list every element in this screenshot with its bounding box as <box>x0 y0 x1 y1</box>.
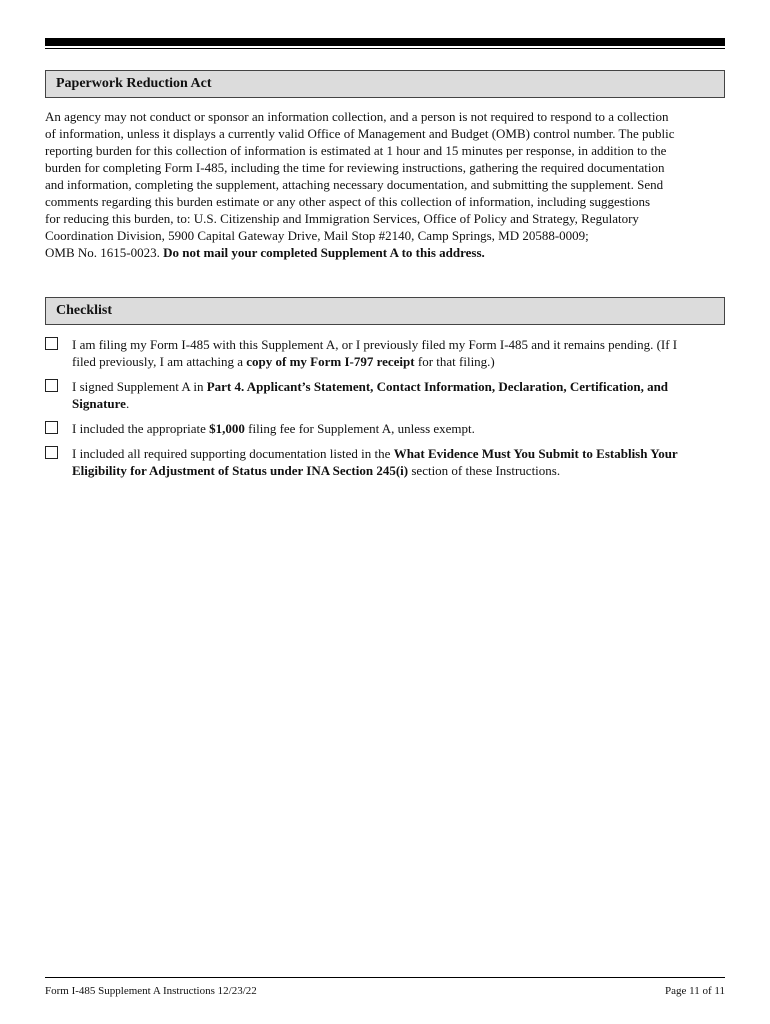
paragraph-line: Coordination Division, 5900 Capital Gateway Drive, Mail Stop #2140, Camp Springs, MD 20588-0009; <box>45 228 589 243</box>
item-bold-text: Part 4. Applicant’s Statement, Contact Information, Declaration, Certification, and <box>206 379 669 394</box>
paragraph-line: of information, unless it displays a currently valid Office of Management and Budget (OMB) control number. The public <box>45 126 675 141</box>
checklist-checkbox-signed[interactable] <box>45 379 58 392</box>
paragraph-line: for reducing this burden, to: U.S. Citizenship and Immigration Services, Office of Policy and Strategy, Regulatory <box>45 211 639 226</box>
item-line: I am filing my Form I-485 with this Supplement A, or I previously filed my Form I-485 and it remains pending. (If I <box>72 337 678 352</box>
item-text: filing fee for Supplement A, unless exempt. <box>244 421 475 436</box>
item-text: I included the appropriate <box>72 421 210 436</box>
top-thin-rule <box>45 48 725 49</box>
item-line <box>72 445 732 462</box>
paperwork-reduction-act-header: Paperwork Reduction Act <box>45 70 725 98</box>
item-line <box>72 420 732 437</box>
paragraph-line: reporting burden for this collection of information is estimated at 1 hour and 15 minutes per response, in addition to the <box>45 143 667 158</box>
paragraph-line: and information, completing the supplement, attaching necessary documentation, and submitting the supplement. Send <box>45 177 664 192</box>
paragraph-line: comments regarding this burden estimate or any other aspect of this collection of information, including suggestions <box>45 194 651 209</box>
checklist-item-text <box>72 378 732 412</box>
paragraph-line: burden for completing Form I-485, including the time for reviewing instructions, gathering the required documentation <box>45 160 665 175</box>
item-text: section of these Instructions. <box>408 463 561 478</box>
top-thick-rule <box>45 38 725 46</box>
checklist-checkbox-fee[interactable] <box>45 421 58 434</box>
item-line <box>72 378 732 395</box>
item-line <box>72 462 732 479</box>
checklist-item-text <box>72 336 732 370</box>
do-not-mail-notice: Do not mail your completed Supplement A to this address. <box>163 245 485 260</box>
item-text: I signed Supplement A in <box>72 379 207 394</box>
item-bold-text: $1,000 <box>209 421 245 436</box>
item-text: for that filing.) <box>414 354 495 369</box>
paperwork-paragraph <box>45 108 730 261</box>
item-bold-text: Signature <box>72 396 126 411</box>
checklist-item-text <box>72 420 732 437</box>
item-line <box>72 395 732 412</box>
checklist-checkbox-filing[interactable] <box>45 337 58 350</box>
checklist-header: Checklist <box>45 297 725 325</box>
paragraph-line: An agency may not conduct or sponsor an information collection, and a person is not required to respond to a collection <box>45 109 669 124</box>
checklist-item-text <box>72 445 732 479</box>
omb-number: OMB No. 1615-0023. <box>45 245 164 260</box>
item-text: filed previously, I am attaching a <box>72 354 247 369</box>
footer-form-title: Form I-485 Supplement A Instructions 12/23/22 <box>45 985 257 997</box>
checklist-checkbox-documentation[interactable] <box>45 446 58 459</box>
paragraph-line <box>45 244 730 261</box>
item-bold-text: What Evidence Must You Submit to Establish Your <box>393 446 678 461</box>
item-text: I included all required supporting documentation listed in the <box>72 446 394 461</box>
item-bold-text: copy of my Form I-797 receipt <box>246 354 415 369</box>
footer-rule <box>45 977 725 978</box>
item-line <box>72 353 732 370</box>
item-bold-text: Eligibility for Adjustment of Status under INA Section 245(i) <box>72 463 409 478</box>
item-text: . <box>125 396 130 411</box>
footer-page-number: Page 11 of 11 <box>665 985 725 997</box>
